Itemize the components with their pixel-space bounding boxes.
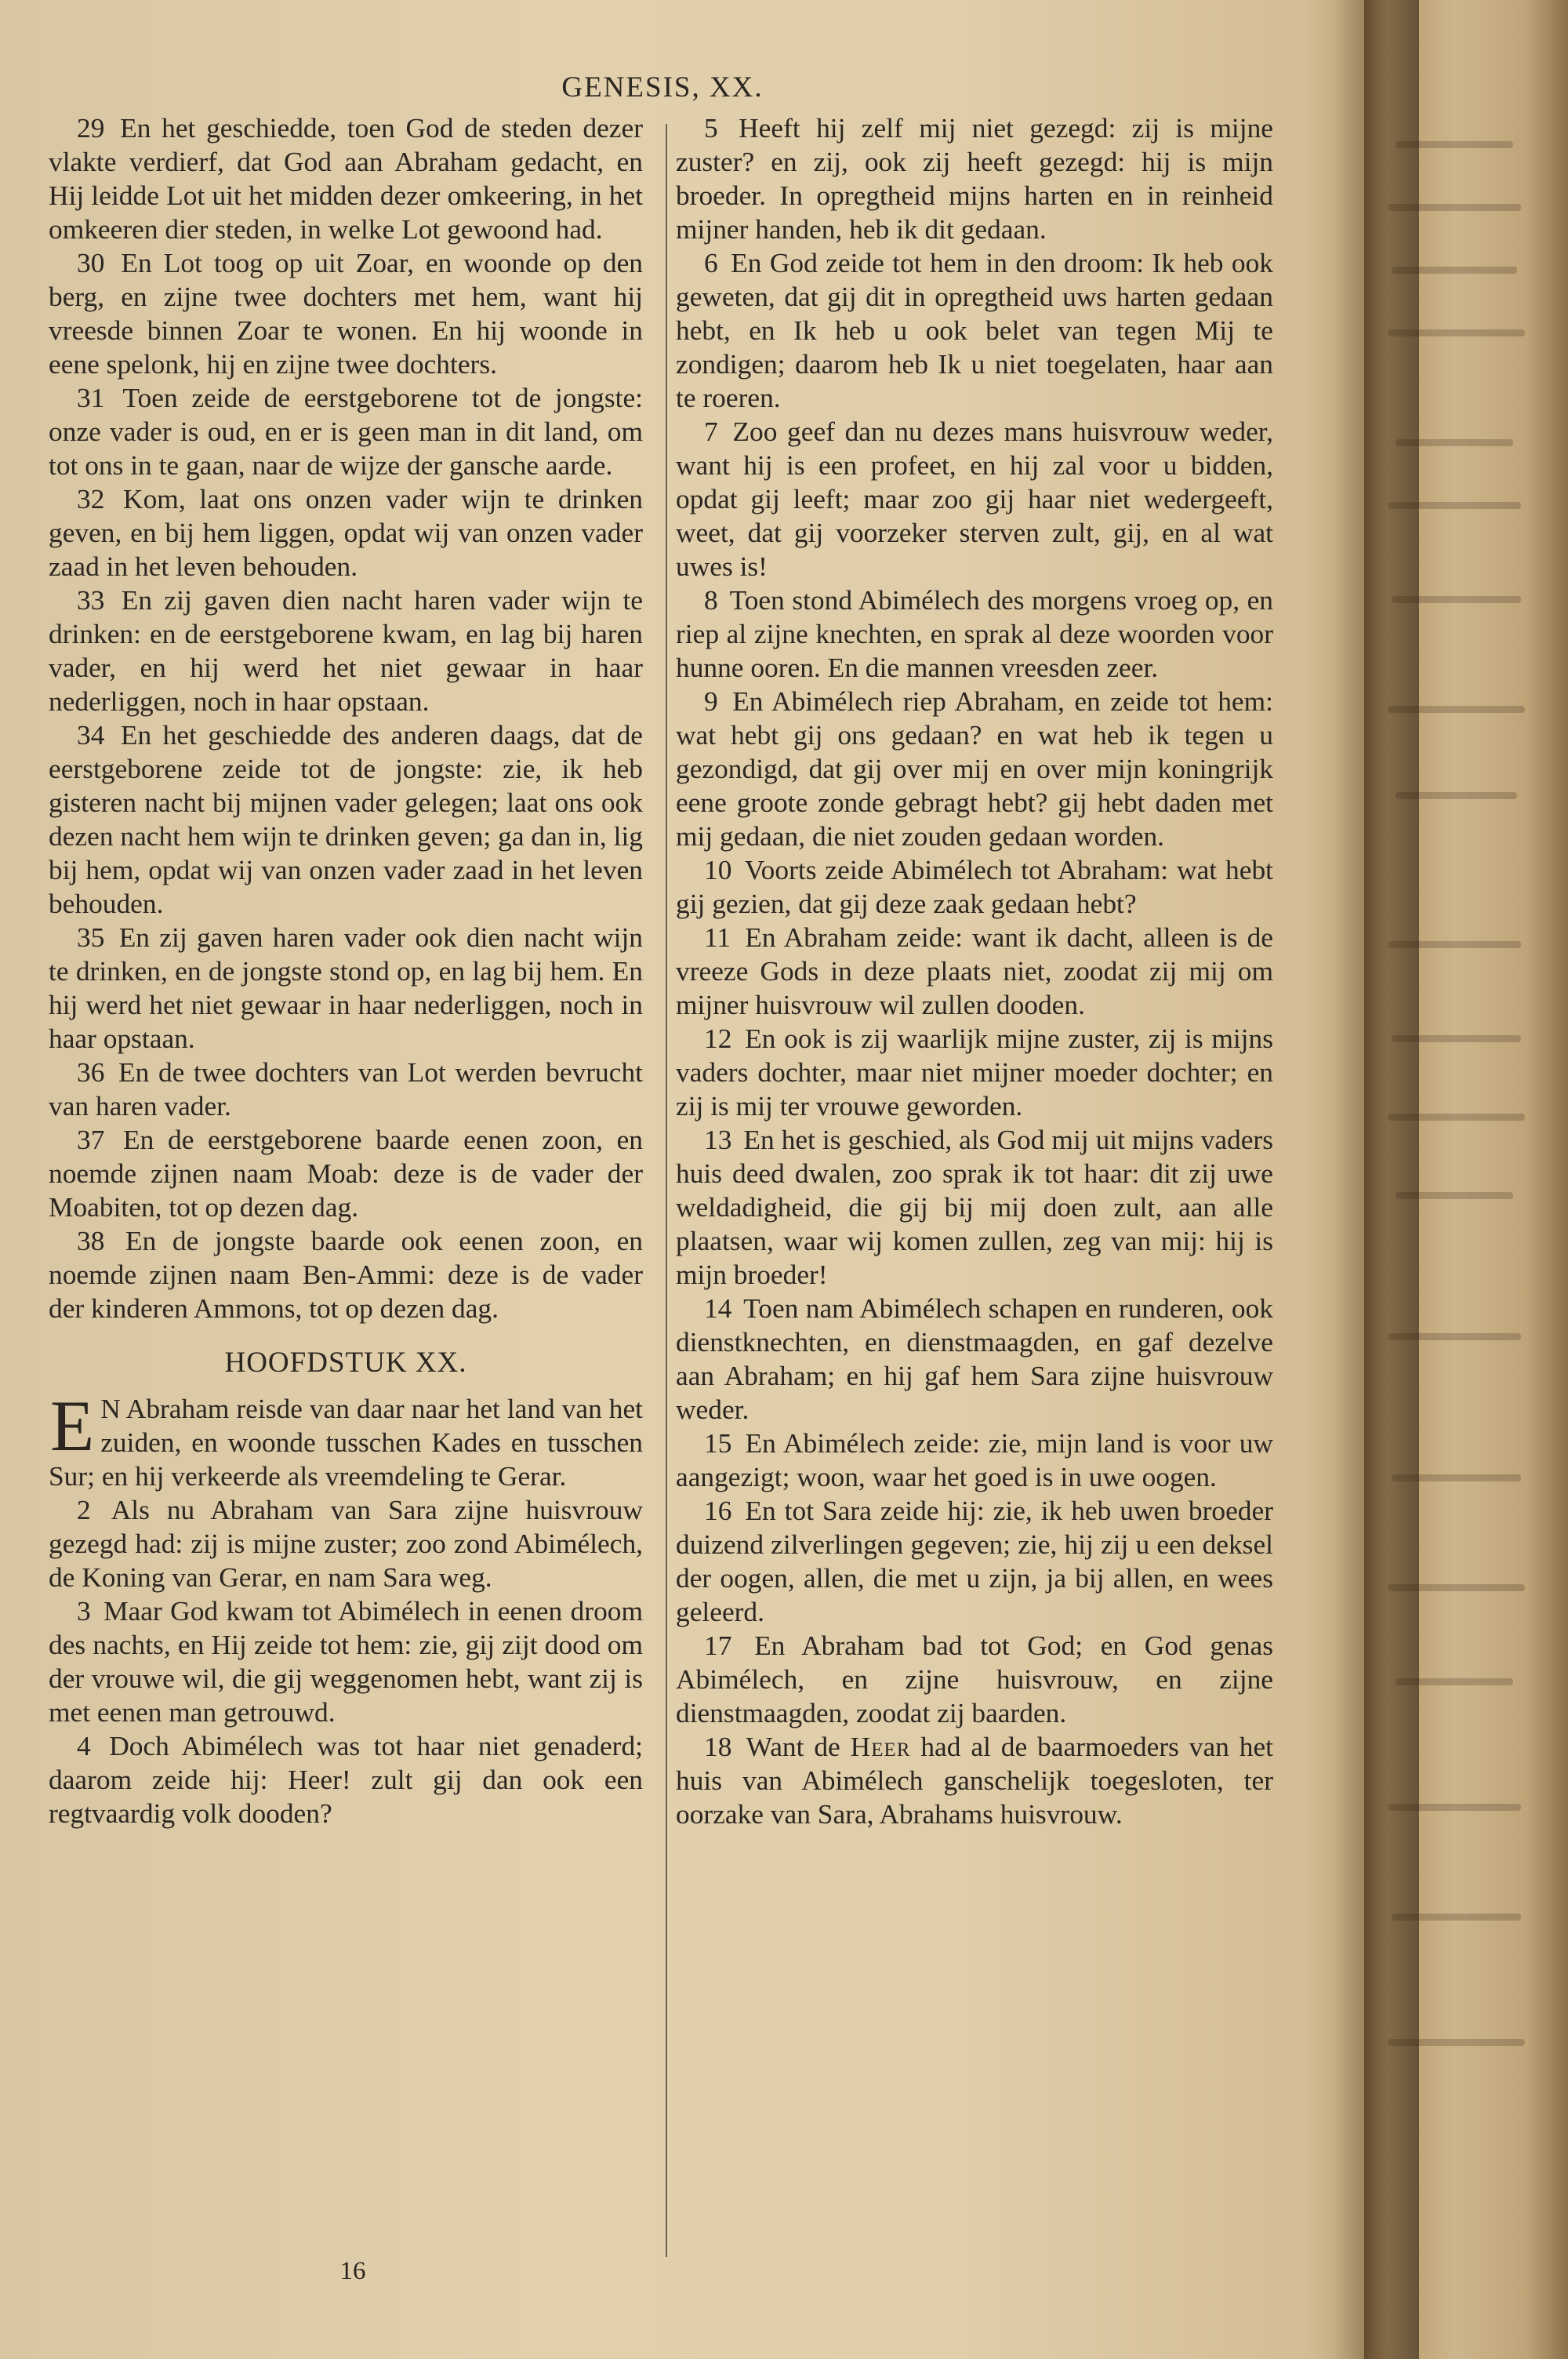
verse-text-before: Want de bbox=[746, 1731, 840, 1762]
verse-number: 12 bbox=[704, 1023, 732, 1054]
verse-number: 16 bbox=[704, 1495, 732, 1526]
running-head: GENESIS, XX. bbox=[561, 71, 764, 104]
lord-smallcaps: Heer bbox=[850, 1731, 911, 1762]
verse-number: 2 bbox=[77, 1494, 91, 1525]
verse-number: 18 bbox=[704, 1731, 732, 1762]
verse-33 bbox=[49, 583, 643, 718]
verse-text: Toen stond Abimélech des morgens vroeg op, en riep al zijne knechten, en sprak al deze woorden voor hunne ooren. En die mannen vreesden zeer. bbox=[676, 584, 1273, 683]
verse-number: 11 bbox=[704, 921, 731, 953]
verse-text: En Abraham bad tot God; en God genas Abimélech, en zijne huisvrouw, en zijne dienstmaagden, zoodat zij baarden. bbox=[676, 1630, 1273, 1728]
verse-text: En het is geschied, als God mij uit mijns vaders huis deed dwalen, zoo sprak ik tot haar: dit zij uwe weldadigheid, die gij bij mij doen zult, aan alle plaatsen, waar wij komen zullen, zeg van mij: hij is mijn broeder! bbox=[676, 1124, 1273, 1290]
verse-8 bbox=[676, 583, 1273, 685]
verse-text: Doch Abimélech was tot haar niet genaderd; daarom zeide hij: Heer! zult gij dan ook een regtvaardig volk dooden? bbox=[49, 1730, 643, 1829]
verse-number: 17 bbox=[704, 1630, 732, 1661]
verse-number: 8 bbox=[704, 584, 718, 616]
verse-number: 13 bbox=[704, 1124, 732, 1155]
first-verse bbox=[49, 1386, 643, 1493]
left-column bbox=[49, 111, 643, 1830]
verse-text: En ook is zij waarlijk mijne zuster, zij is mijns vaders dochter, maar niet mijner moeder dochter; en zij is mij ter vrouwe geworden. bbox=[676, 1023, 1273, 1121]
verse-number: 5 bbox=[704, 112, 718, 144]
verse-number: 36 bbox=[77, 1056, 105, 1088]
verse-4 bbox=[49, 1729, 643, 1830]
verse-text: En Abraham zeide: want ik dacht, alleen is de vreeze Gods in deze plaats niet, zoodat zij mij om mijner huisvrouw wil zullen dooden. bbox=[676, 921, 1273, 1020]
verse-32 bbox=[49, 482, 643, 583]
verse-text: En de jongste baarde ook eenen zoon, en noemde zijnen naam Ben-Ammi: deze is de vader der kinderen Ammons, tot op dezen dag. bbox=[49, 1225, 643, 1324]
verse-31 bbox=[49, 381, 643, 482]
verse-number: 10 bbox=[704, 854, 732, 885]
verse-17 bbox=[676, 1629, 1273, 1730]
verse-15 bbox=[676, 1427, 1273, 1494]
verse-text: Voorts zeide Abimélech tot Abraham: wat hebt gij gezien, dat gij deze zaak gedaan hebt? bbox=[676, 854, 1273, 919]
column-divider bbox=[666, 124, 667, 2257]
drop-cap: E bbox=[50, 1386, 95, 1466]
first-verse-text: N Abraham reisde van daar naar het land van het zuiden, en woonde tusschen Kades en tusschen Sur; en hij verkeerde als vreemdeling te Gerar. bbox=[49, 1393, 643, 1492]
verse-number: 14 bbox=[704, 1292, 732, 1324]
verse-list-before bbox=[49, 111, 643, 1325]
verse-list-right bbox=[676, 111, 1273, 1730]
verse-7 bbox=[676, 415, 1273, 583]
verse-number: 31 bbox=[77, 382, 105, 413]
verse-text: En Lot toog op uit Zoar, en woonde op den berg, en zijne twee dochters met hem, want hij vreesde binnen Zoar te wonen. En hij woonde in eene spelonk, hij en zijne twee dochters. bbox=[49, 247, 643, 380]
verse-number: 37 bbox=[77, 1124, 105, 1155]
book-gutter-shadow bbox=[1333, 0, 1419, 2359]
verse-34 bbox=[49, 718, 643, 921]
verse-text: En Abimélech zeide: zie, mijn land is voor uw aangezigt; woon, waar het goed is in uwe oogen. bbox=[676, 1427, 1273, 1492]
verse-2 bbox=[49, 1493, 643, 1594]
verse-text: En Abimélech riep Abraham, en zeide tot hem: wat hebt gij ons gedaan? en wat heb ik tegen u gezondigd, dat gij over mij en over mijn koningrijk eene groote zonde gebragt hebt? gij hebt daden met mij gedaan, die niet zouden gedaan worden. bbox=[676, 685, 1273, 852]
verse-number: 4 bbox=[77, 1730, 91, 1761]
verse-number: 34 bbox=[77, 719, 105, 751]
verse-29 bbox=[49, 111, 643, 246]
verse-number: 15 bbox=[704, 1427, 732, 1459]
verse-13 bbox=[676, 1123, 1273, 1292]
verse-10 bbox=[676, 853, 1273, 921]
verse-36 bbox=[49, 1056, 643, 1123]
verse-text: En het geschiedde des anderen daags, dat de eerstgeborene zeide tot de jongste: zie, ik heb gisteren nacht bij mijnen vader gelegen; laat ons ook dezen nacht hem wijn te drinken geven; ga dan in, lig bij hem, opdat wij van onzen vader zaad in het leven behouden. bbox=[49, 719, 643, 919]
verse-6 bbox=[676, 246, 1273, 415]
verse-number: 29 bbox=[77, 112, 105, 144]
right-column bbox=[676, 111, 1273, 1831]
verse-text: En God zeide tot hem in den droom: Ik heb ook geweten, dat gij dit in opregtheid uws harten gedaan hebt, en Ik heb u ook belet van tegen Mij te zondigen; daarom heb Ik u niet toegelaten, haar aan te roeren. bbox=[676, 247, 1273, 413]
verse-text: En zij gaven haren vader ook dien nacht wijn te drinken, en de jongste stond op, en lag bij hem. En hij werd het niet gewaar in haar nederliggen, noch in haar opstaan. bbox=[49, 921, 643, 1054]
verse-3 bbox=[49, 1594, 643, 1729]
verse-11 bbox=[676, 921, 1273, 1022]
verse-number: 33 bbox=[77, 584, 105, 616]
verse-number: 6 bbox=[704, 247, 718, 278]
verse-37 bbox=[49, 1123, 643, 1224]
verse-35 bbox=[49, 921, 643, 1056]
verse-12 bbox=[676, 1022, 1273, 1123]
verse-text: Kom, laat ons onzen vader wijn te drinken geven, en bij hem liggen, opdat wij van onzen vader zaad in het leven behouden. bbox=[49, 483, 643, 582]
verse-number: 3 bbox=[77, 1595, 91, 1627]
verse-text: En de eerstgeborene baarde eenen zoon, en noemde zijnen naam Moab: deze is de vader der Moabiten, tot op dezen dag. bbox=[49, 1124, 643, 1223]
verse-number: 9 bbox=[704, 685, 718, 717]
verse-number: 32 bbox=[77, 483, 105, 514]
verse-text: Heeft hij zelf mij niet gezegd: zij is mijne zuster? en zij, ook zij heeft gezegd: hij is mijn broeder. In opregtheid mijns harten en in reinheid mijner handen, heb ik dit gedaan. bbox=[676, 112, 1273, 245]
page-number: 16 bbox=[339, 2257, 366, 2285]
verse-text: En de twee dochters van Lot werden bevrucht van haren vader. bbox=[49, 1056, 643, 1121]
verse-number: 30 bbox=[77, 247, 105, 278]
verse-number: 7 bbox=[704, 416, 718, 447]
verse-text: Toen nam Abimélech schapen en runderen, ook dienstknechten, en dienstmaagden, en gaf dezelve aan Abraham; en hij gaf hem Sara zijne huisvrouw weder. bbox=[676, 1292, 1273, 1425]
verse-text: En tot Sara zeide hij: zie, ik heb uwen broeder duizend zilverlingen gegeven; zie, hij zij u een deksel der oogen, allen, die met u zijn, ja bij allen, en wees geleerd. bbox=[676, 1495, 1273, 1627]
verse-9 bbox=[676, 685, 1273, 853]
verse-5 bbox=[676, 111, 1273, 246]
verse-text-after: had al de baarmoeders van het huis van Abimélech ganschelijk toegesloten, ter oorzake van Sara, Abrahams huisvrouw. bbox=[676, 1731, 1273, 1830]
chapter-heading: HOOFDSTUK XX. bbox=[224, 1347, 467, 1379]
verse-number: 35 bbox=[77, 921, 105, 953]
verse-14 bbox=[676, 1292, 1273, 1427]
verse-16 bbox=[676, 1494, 1273, 1629]
verse-text: En het geschiedde, toen God de steden dezer vlakte verdierf, dat God aan Abraham gedacht, en Hij leidde Lot uit het midden dezer omkeering, in het omkeeren dier steden, in welke Lot gewoond had. bbox=[49, 112, 643, 245]
verse-number: 38 bbox=[77, 1225, 105, 1256]
verse-text: En zij gaven dien nacht haren vader wijn te drinken: en de eerstgeborene kwam, en lag bij haren vader, en hij werd het niet gewaar in haar nederliggen, noch in haar opstaan. bbox=[49, 584, 643, 717]
verse-18 bbox=[676, 1730, 1273, 1831]
verse-38 bbox=[49, 1224, 643, 1325]
verse-text: Zoo geef dan nu dezes mans huisvrouw weder, want hij is een profeet, en hij zal voor u bidden, opdat gij leeft; maar zoo gij haar niet wedergeeft, weet, dat gij voorzeker sterven zult, gij, en al wat uwes is! bbox=[676, 416, 1273, 582]
verse-text: Als nu Abraham van Sara zijne huisvrouw gezegd had: zij is mijne zuster; zoo zond Abimélech, de Koning van Gerar, en nam Sara weg. bbox=[49, 1494, 643, 1593]
verse-text: Toen zeide de eerstgeborene tot de jongste: onze vader is oud, en er is geen man in dit land, om tot ons in te gaan, naar de wijze der gansche aarde. bbox=[49, 382, 643, 481]
verse-list-after bbox=[49, 1493, 643, 1830]
verse-30 bbox=[49, 246, 643, 381]
verse-text: Maar God kwam tot Abimélech in eenen droom des nachts, en Hij zeide tot hem: zie, gij zijt dood om der vrouwe wil, die gij weggenomen hebt, want zij is met eenen man getrouwd. bbox=[49, 1595, 643, 1728]
